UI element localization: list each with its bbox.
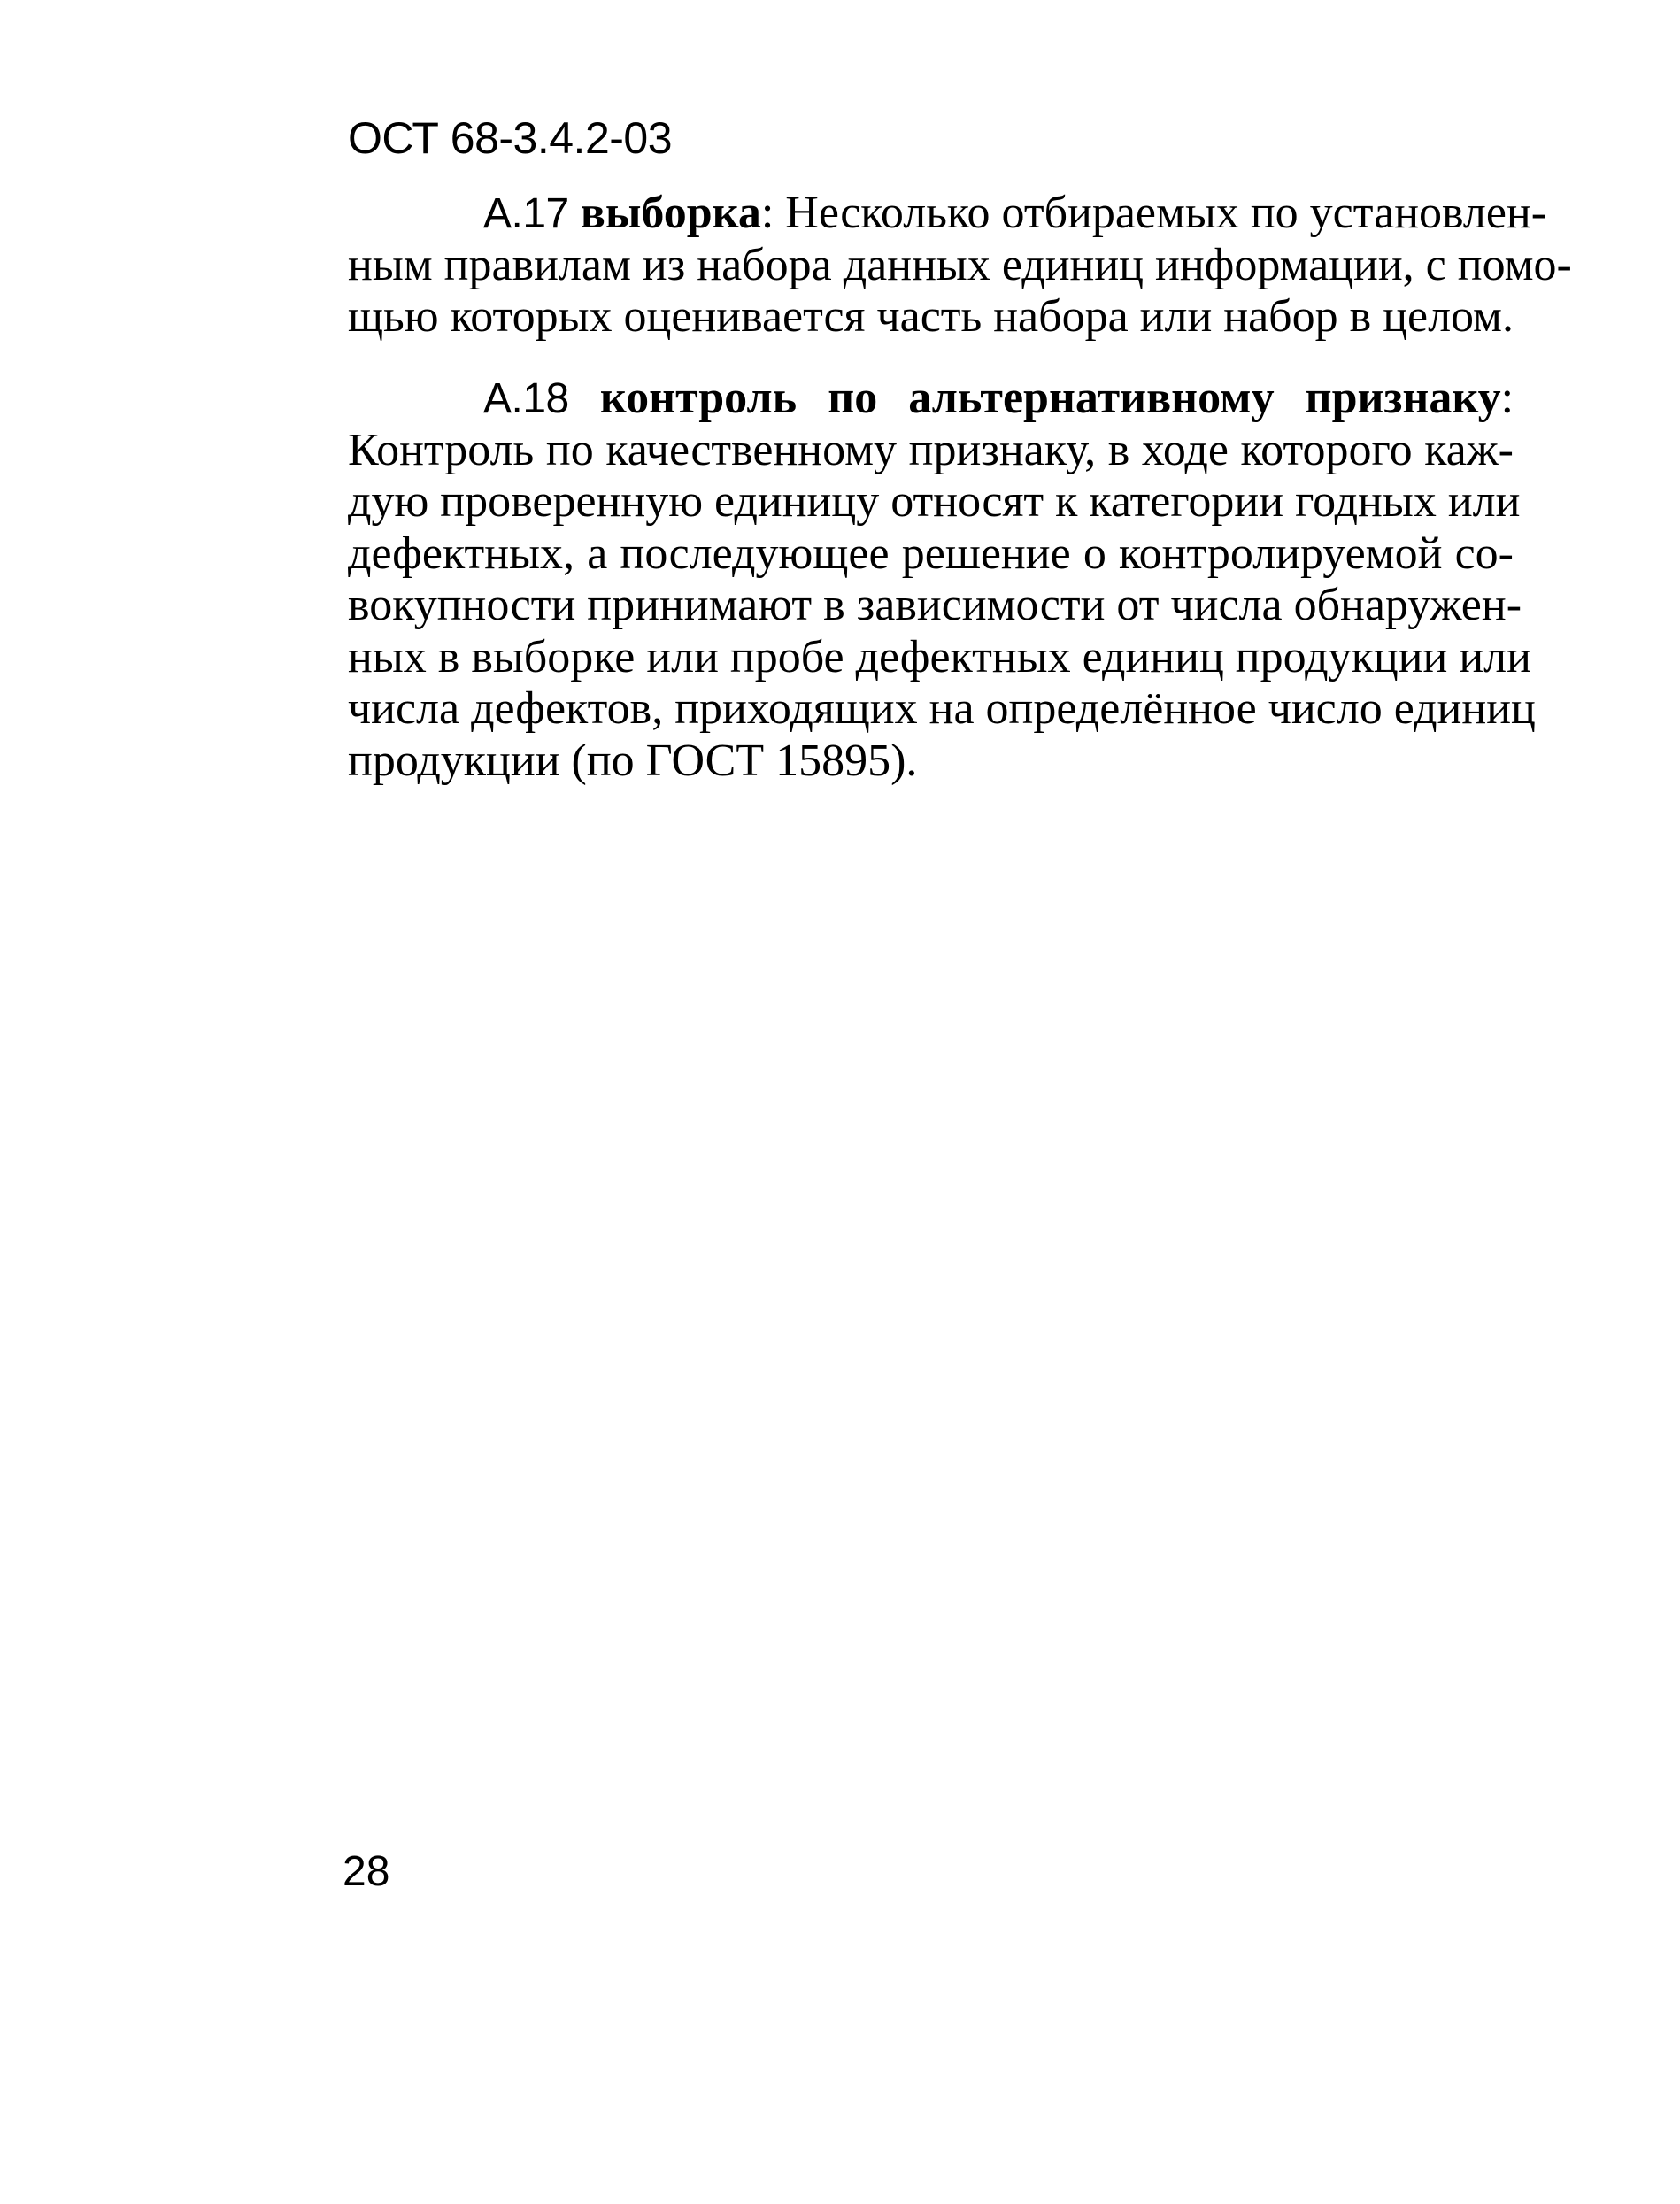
definition-term: выборка: [580, 188, 761, 238]
definition-a18-line-6: ных в выборке или пробе дефектных единиц продукции или: [348, 631, 1531, 682]
definition-term-word: контроль: [599, 373, 798, 423]
definition-a18-line-8: продукции (по ГОСТ 15895).: [348, 735, 918, 786]
definition-a17-line-1: [348, 188, 1547, 240]
definition-a18-line-5: вокупности принимают в зависимости от числа обнаружен-: [348, 580, 1522, 630]
term-separator: :: [760, 188, 774, 238]
definition-a18-line-1: [348, 373, 1514, 425]
definition-a17: [348, 188, 1572, 343]
definition-a17-line-2: ным правилам из набора данных единиц информации, с помо-: [348, 239, 1572, 290]
definition-number: А.17: [483, 190, 569, 237]
page-number: 28: [343, 1848, 390, 1895]
term-separator: :: [1500, 373, 1514, 423]
definition-term-word: по: [828, 373, 878, 423]
definition-text: Несколько отбираемых по установлен-: [785, 188, 1547, 238]
definition-a18: [348, 373, 1536, 787]
definition-a17-line-3: щью которых оценивается часть набора или набор в целом.: [348, 291, 1514, 342]
definition-a18-line-4: дефектных, а последующее решение о контролируемой со-: [348, 528, 1514, 579]
definition-a18-line-3: дую проверенную единицу относят к категории годных или: [348, 476, 1521, 527]
definition-a18-line-2: Контроль по качественному признаку, в ходе которого каж-: [348, 424, 1514, 475]
definition-term-word: альтернативному: [908, 373, 1275, 423]
definition-a18-line-7: числа дефектов, приходящих на определённое число единиц: [348, 683, 1536, 734]
definition-term-word: признаку: [1305, 373, 1501, 423]
document-header: ОСТ 68-3.4.2-03: [348, 113, 673, 163]
definition-number: А.18: [483, 375, 569, 422]
